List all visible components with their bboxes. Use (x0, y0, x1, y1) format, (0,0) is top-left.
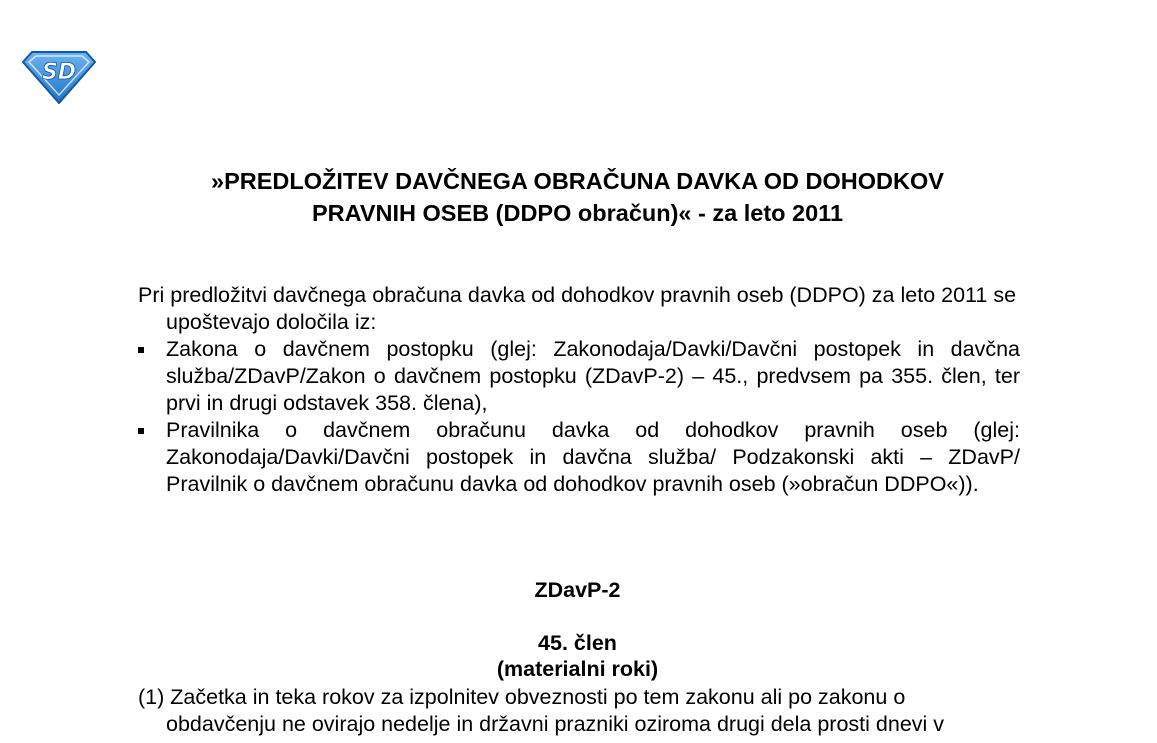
svg-text:SD: SD (41, 60, 77, 85)
law-heading: ZDavP-2 (534, 578, 621, 602)
sd-shield-logo-icon (22, 48, 96, 104)
intro-section (138, 282, 1020, 498)
paragraph-line-2: obdavčenju ne ovirajo nedelje in državni prazniki oziroma drugi dela prosti dnevi v (166, 712, 945, 736)
document-title (120, 165, 1035, 229)
title-line-1: »PREDLOŽITEV DAVČNEGA OBRAČUNA DAVKA OD DOHODKOV (211, 168, 944, 194)
list-item (138, 336, 1020, 417)
intro-lead-text: Pri predložitvi davčnega obračuna davka od dohodkov pravnih oseb (DDPO) za leto 2011 se upoštevajo določila iz: (138, 283, 1017, 334)
bullet-square-icon (138, 428, 144, 434)
article-heading: 45. člen (538, 631, 617, 655)
bullet-square-icon (138, 347, 144, 353)
bullet-text: Zakona o davčnem postopku (glej: Zakonodaja/Davki/Davčni postopek in davčna služba/ZDavP/Zakon o davčnem postopku (ZDavP-2) – 45., predvsem pa 355. člen, ter prvi in drugi odstavek 358. člena), (166, 337, 1020, 415)
paragraph-number: (1) (138, 685, 165, 709)
paragraph-line-1: Začetka in teka rokov za izpolnitev obveznosti po tem zakonu ali po zakonu o (170, 685, 906, 709)
list-item (138, 417, 1020, 498)
title-line-2: PRAVNIH OSEB (DDPO obračun)« - za leto 2011 (311, 200, 844, 226)
article-subtitle: (materialni roki) (496, 657, 659, 681)
article-paragraph (138, 684, 1020, 738)
bullet-text: Pravilnika o davčnem obračunu davka od dohodkov pravnih oseb (glej: Zakonodaja/Davki/Davčni postopek in davčna služba/ Podzakonski akti – ZDavP/ Pravilnik o davčnem obračunu davka od dohodkov pravnih oseb (»obračun DDPO«)). (166, 418, 1020, 496)
